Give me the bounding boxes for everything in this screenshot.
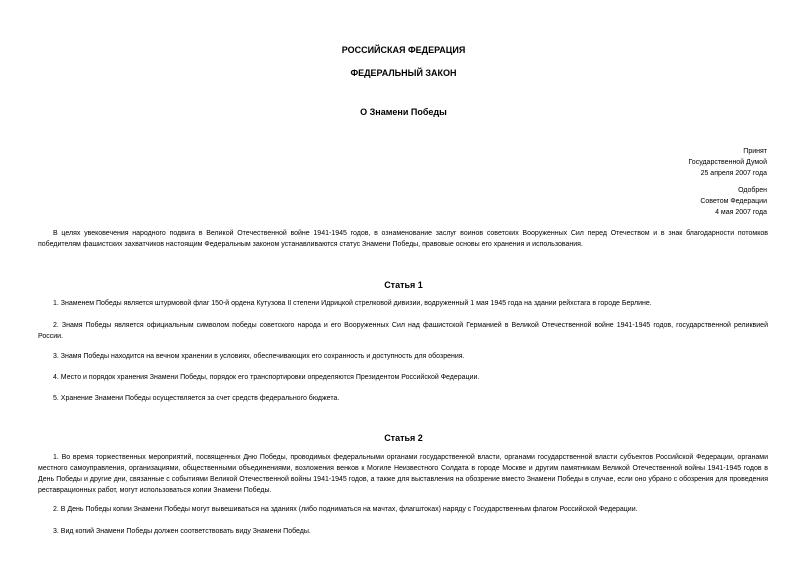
preamble-paragraph: В целях увековечения народного подвига в Великой Отечественной войне 1941-1945 годов, в ознаменование заслуг воинов советских Вооруженных Сил перед Отечеством и в знак благодарности потомков победителям фашистских захватчиков настоящим Федеральным законом устанавливаются статус Знамени Победы, правовые основы его хранения и использования. [38,230,768,248]
document-title: О Знамени Победы [360,107,447,117]
adopted-by: Государственной Думой [688,159,767,166]
article-1-paragraph-3: 3. Знамя Победы находится на вечном хранении в условиях, обеспечивающих его сохранность и доступность для обозрения. [53,353,465,360]
approved-label: Одобрен [738,187,767,194]
article-1-paragraph-1: 1. Знаменем Победы является штурмовой флаг 150-й ордена Кутузова II степени Идрицкой стрелковой дивизии, водруженный 1 мая 1945 года на здании рейхстага в городе Берлине. [53,300,652,307]
country-heading: РОССИЙСКАЯ ФЕДЕРАЦИЯ [341,45,466,55]
article-2-paragraph-2: 2. В День Победы копии Знамени Победы могут вывешиваться на зданиях (либо подниматься на мачтах, флагштоках) наряду с Государственным флагом Российской Федерации. [53,506,638,513]
doc-type-heading: ФЕДЕРАЛЬНЫЙ ЗАКОН [350,68,457,78]
article-2-heading: Статья 2 [384,433,423,443]
article-1-paragraph-4: 4. Место и порядок хранения Знамени Победы, порядок его транспортировки определяются Президентом Российской Федерации. [53,374,480,381]
adopted-date: 25 апреля 2007 года [700,170,767,177]
adopted-label: Принят [743,148,767,155]
article-2-paragraph-3: 3. Вид копий Знамени Победы должен соответствовать виду Знамени Победы. [53,528,311,535]
article-1-paragraph-2: 2. Знамя Победы является официальным символом победы советского народа и его Вооруженных Сил над фашистской Германией в Великой Отечественной войне 1941-1945 годов, государственной реликвией России. [38,322,768,340]
approved-date: 4 мая 2007 года [715,209,767,216]
article-2-paragraph-1: 1. Во время торжественных мероприятий, посвященных Дню Победы, проводимых федеральными органами государственной власти, органами государственной власти субъектов Российской Федерации, органами местного самоуправления, организациями, общественными объединениями, возложения венков к Могиле Неизвестного Солдата в городе Москве и другим памятникам Великой Отечественной войны 1941-1945 годов в День Победы и другие дни, связанные с событиями Великой Отечественной войны 1941-1945 годов, а также для выставления на обозрение вместо Знамени Победы в случае, если оно убрано с обозрения для проведения реставрационных работ, могут использоваться копии Знамени Победы. [38,454,768,494]
article-1-paragraph-5: 5. Хранение Знамени Победы осуществляется за счет средств федерального бюджета. [53,395,340,402]
approved-by: Советом Федерации [700,198,767,205]
approval-block [567,185,767,218]
article-1-heading: Статья 1 [384,280,423,290]
adoption-block [567,146,767,179]
